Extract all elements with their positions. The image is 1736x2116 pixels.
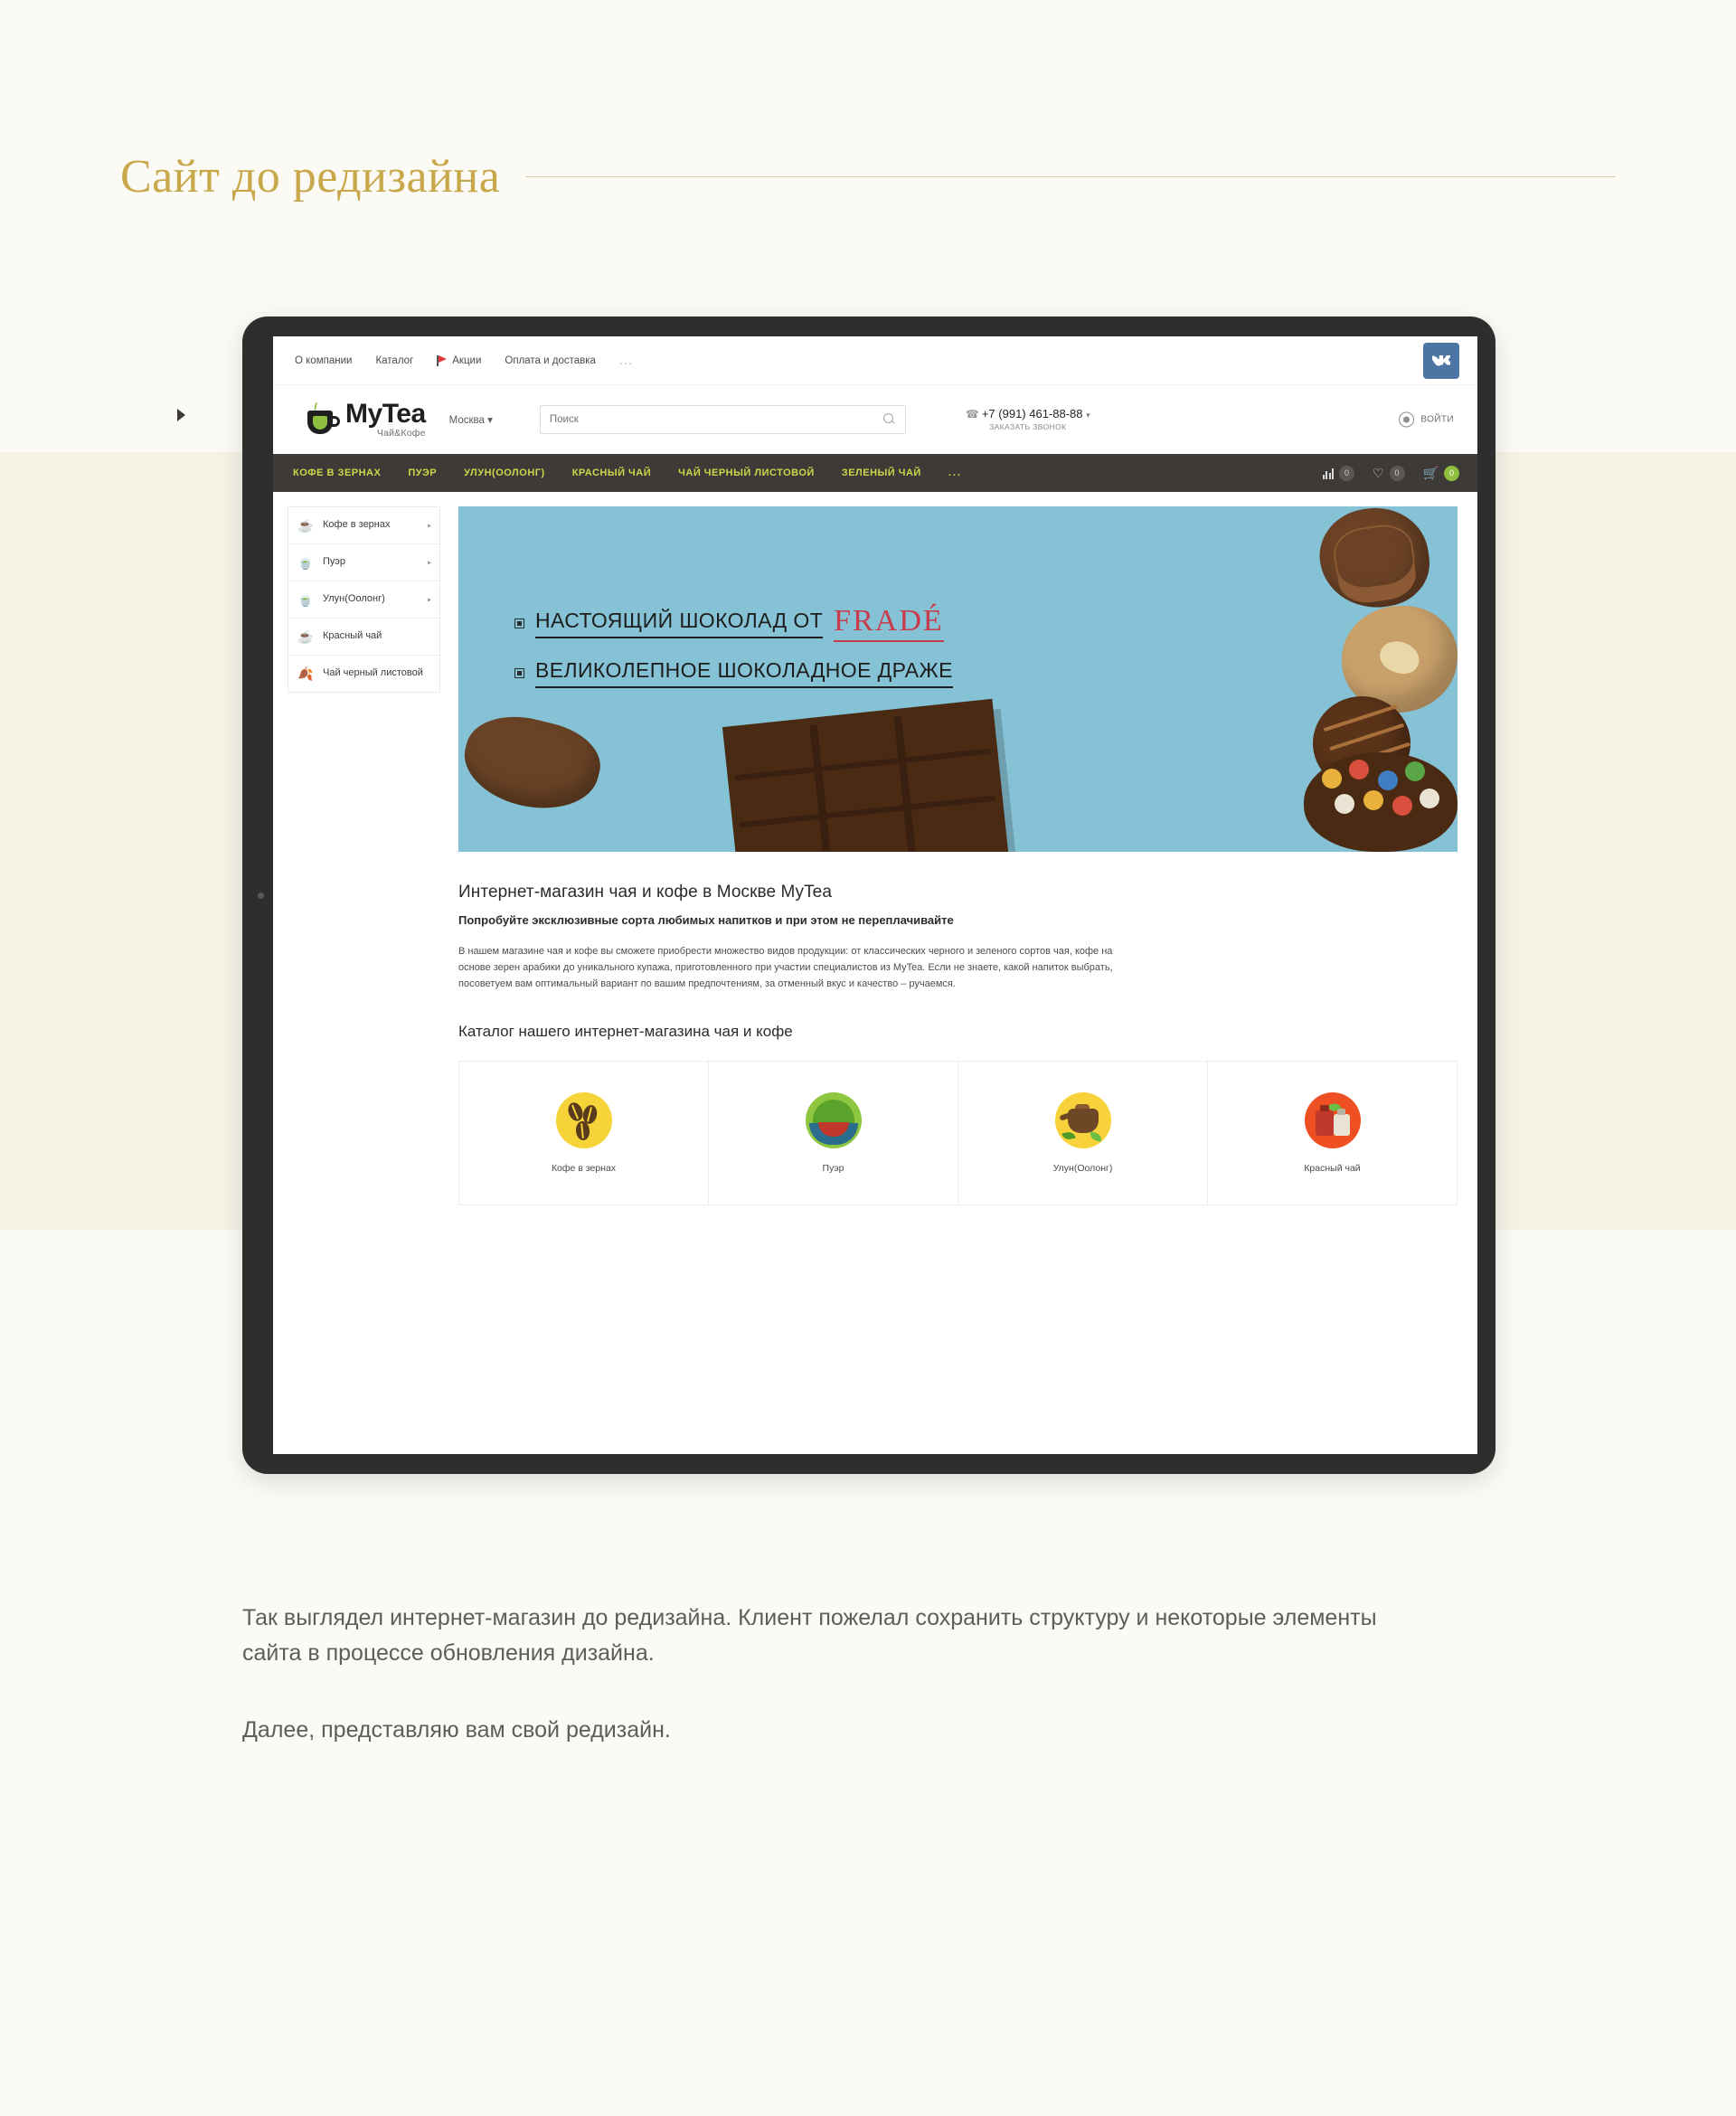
- square-bullet-icon: [514, 668, 524, 678]
- sidebar-item-label: Чай черный листовой: [323, 667, 423, 679]
- search-input[interactable]: [550, 414, 883, 425]
- phone-block: [966, 406, 1090, 432]
- description-paragraph-2: Далее, представляю вам свой редизайн.: [242, 1716, 671, 1743]
- banner-brand: FRADÉ: [834, 604, 943, 642]
- promotions-label: Акции: [452, 354, 482, 366]
- oolong-teapot-icon: [1055, 1092, 1111, 1148]
- candy-bowl: [1304, 752, 1458, 852]
- sidebar-item-red-tea[interactable]: [288, 619, 439, 656]
- logo-text-tea: Tea: [382, 399, 426, 430]
- puer-bowl-icon: [806, 1092, 862, 1148]
- page-subtitle: Попробуйте эксклюзивные сорта любимых напитков и при этом не переплачивайте: [458, 913, 954, 927]
- nav-item-coffee-beans[interactable]: КОФЕ В ЗЕРНАХ: [293, 468, 382, 478]
- user-icon: [1399, 412, 1414, 428]
- callback-link[interactable]: ЗАКАЗАТЬ ЗВОНОК: [989, 422, 1067, 432]
- logo-tagline: Чай&Кофе: [376, 428, 426, 439]
- intro-paragraph: В нашем магазине чая и кофе вы сможете приобрести множество видов продукции: от классических черного и зеленого сортов чая, кофе на основе зерен арабики до уникального купажа, приготовленного при участии специалистов из MyTea. Если не знаете, какой напиток выбрать, посоветуем вам оптимальный вариант по вашим предпочтениям, за отменный вкус и качество – ручаемся.: [458, 946, 1113, 990]
- catalog-tile-coffee-beans[interactable]: [459, 1062, 709, 1204]
- compare-icon: [1323, 468, 1335, 479]
- banner-line-2: ВЕЛИКОЛЕПНОЕ ШОКОЛАДНОЕ ДРАЖЕ: [535, 658, 953, 688]
- sidebar-item-label: Пуэр: [323, 556, 346, 568]
- topbar-link-payment-delivery[interactable]: Оплата и доставка: [505, 354, 596, 366]
- catalog-tile-label: Улун(Оолонг): [1052, 1163, 1113, 1175]
- site-logo[interactable]: [302, 401, 426, 439]
- chocolate-bar: [722, 699, 1008, 852]
- sidebar-item-puer[interactable]: [288, 544, 439, 581]
- phone-icon: ☎: [965, 408, 979, 421]
- topbar-link-catalog[interactable]: Каталог: [375, 354, 414, 366]
- catalog-tile-label: Красный чай: [1304, 1163, 1361, 1175]
- coffee-beans-icon: [556, 1092, 612, 1148]
- topbar-link-promotions[interactable]: [437, 355, 481, 366]
- cart-button[interactable]: [1423, 466, 1459, 481]
- sidebar-category-list: [288, 506, 440, 693]
- cart-icon: 🛒: [1422, 466, 1439, 480]
- search-icon[interactable]: [883, 413, 896, 426]
- teapot-icon: 🍵: [297, 554, 314, 570]
- banner-line-1: НАСТОЯЩИЙ ШОКОЛАД ОТ: [535, 609, 823, 638]
- catalog-tile-label: Пуэр: [822, 1163, 844, 1175]
- page-content: [273, 492, 1477, 1205]
- sidebar-pointer-arrow: [177, 409, 185, 421]
- phone-number-text: +7 (991) 461-88-88: [981, 407, 1083, 421]
- compare-count-badge: 0: [1339, 466, 1354, 481]
- heart-icon: ♡: [1373, 466, 1384, 480]
- site-header: [273, 385, 1477, 454]
- nav-item-red-tea[interactable]: КРАСНЫЙ ЧАЙ: [571, 468, 652, 478]
- catalog-tile-puer[interactable]: [709, 1062, 958, 1204]
- compare-button[interactable]: [1323, 466, 1355, 481]
- page-title: Сайт до редизайна: [120, 150, 501, 203]
- phone-number[interactable]: [966, 406, 1090, 422]
- website-screenshot: [273, 336, 1477, 1454]
- banner-headline-row-1: [514, 604, 944, 642]
- sidebar-item-label: Красный чай: [323, 630, 382, 642]
- page-heading: Интернет-магазин чая и кофе в Москве MyTea: [458, 883, 832, 902]
- description-paragraph-1: Так выглядел интернет-магазин до редизайна. Клиент пожелал сохранить структуру и некоторые элементы сайта в процессе обновления дизайна.: [242, 1605, 1377, 1666]
- banner-headline-row-2: [514, 658, 953, 688]
- chocolate-chunk: [458, 704, 608, 821]
- main-navigation: [273, 454, 1477, 492]
- tablet-home-button: [258, 893, 264, 899]
- promo-banner[interactable]: [458, 506, 1458, 852]
- nav-item-puer[interactable]: ПУЭР: [408, 468, 438, 478]
- cart-count-badge: 0: [1444, 466, 1459, 481]
- page-title-row: [0, 136, 1736, 217]
- vk-icon[interactable]: [1423, 343, 1459, 379]
- sidebar-item-black-leaf-tea[interactable]: [288, 656, 439, 692]
- cup-saucer-icon: ☕: [297, 628, 314, 644]
- sidebar-item-label: Улун(Оолонг): [323, 593, 385, 605]
- sidebar-item-oolong[interactable]: [288, 581, 439, 619]
- nav-actions: [1323, 454, 1460, 492]
- chevron-right-icon[interactable]: ▸: [427, 595, 431, 604]
- catalog-tiles: [458, 1061, 1458, 1205]
- topbar-link-about[interactable]: О компании: [295, 354, 353, 366]
- nav-more-button[interactable]: ...: [948, 468, 963, 478]
- title-divider: [525, 176, 1616, 177]
- square-bullet-icon: [514, 619, 524, 628]
- nav-item-green-tea[interactable]: ЗЕЛЕНЫЙ ЧАЙ: [841, 468, 921, 478]
- catalog-tile-red-tea[interactable]: [1208, 1062, 1457, 1204]
- favorites-button[interactable]: [1373, 466, 1405, 481]
- topbar-more-button[interactable]: ...: [618, 354, 634, 367]
- sidebar-item-coffee-beans[interactable]: [288, 507, 439, 544]
- flag-icon: [437, 355, 448, 366]
- login-button[interactable]: [1399, 412, 1454, 428]
- chevron-right-icon[interactable]: ▸: [427, 521, 431, 530]
- login-label: ВОЙТИ: [1420, 414, 1454, 425]
- catalog-heading: Каталог нашего интернет-магазина чая и кофе: [458, 1023, 793, 1041]
- city-selector[interactable]: Москва ▾: [448, 415, 493, 426]
- catalog-tile-oolong[interactable]: [958, 1062, 1208, 1204]
- tea-leaf-icon: 🍂: [297, 666, 314, 681]
- coffee-bag-icon: ☕: [297, 517, 314, 533]
- sidebar-catalog: [273, 492, 451, 1205]
- chocolate-candy-1: [1314, 506, 1435, 615]
- coffee-cup-logo-icon: [302, 401, 342, 438]
- site-top-bar: [273, 336, 1477, 385]
- tablet-mockup-frame: [242, 316, 1495, 1474]
- catalog-tile-label: Кофе в зернах: [551, 1163, 617, 1175]
- red-tea-jars-icon: [1305, 1092, 1361, 1148]
- search-box[interactable]: [540, 405, 906, 434]
- tea-cup-icon: 🍵: [297, 591, 314, 607]
- sidebar-item-label: Кофе в зернах: [323, 519, 391, 531]
- main-column: [451, 492, 1477, 1205]
- phone-chevron-down-icon[interactable]: ▾: [1086, 411, 1090, 420]
- nav-item-black-leaf-tea[interactable]: ЧАЙ ЧЕРНЫЙ ЛИСТОВОЙ: [678, 468, 815, 478]
- description-text: [242, 1601, 1436, 1747]
- chevron-right-icon[interactable]: ▸: [427, 558, 431, 567]
- nav-item-oolong[interactable]: УЛУН(ООЛОНГ): [464, 468, 545, 478]
- favorites-count-badge: 0: [1390, 466, 1405, 481]
- logo-text-my: My: [345, 399, 382, 430]
